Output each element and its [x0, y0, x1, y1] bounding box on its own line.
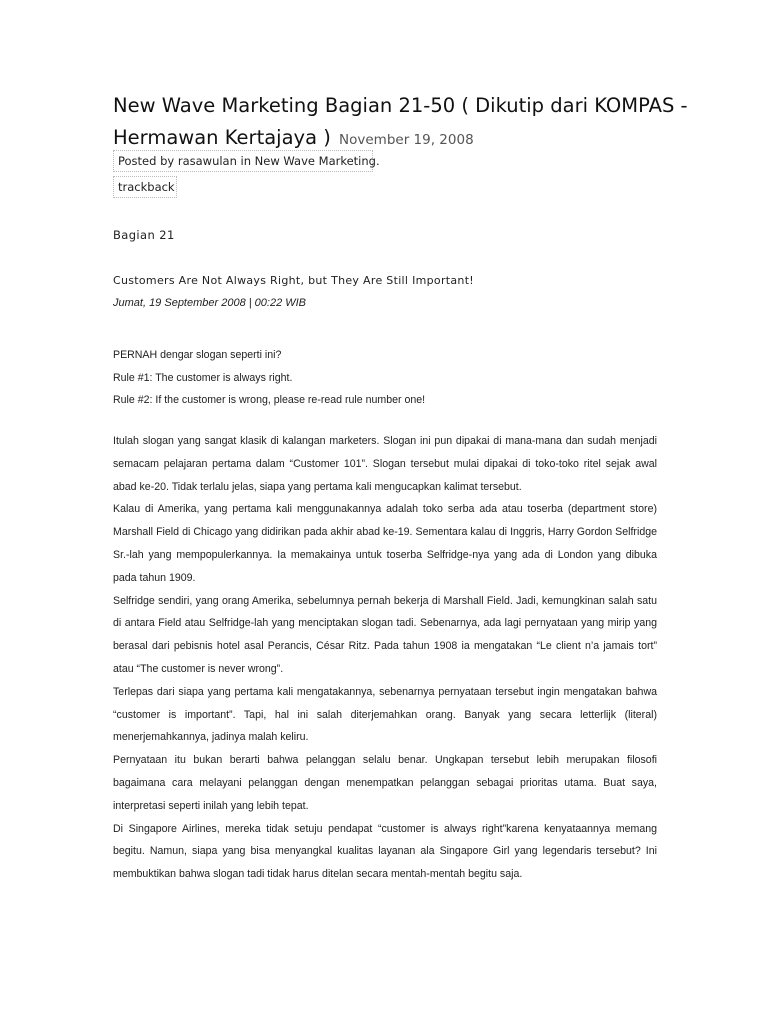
trackback-link[interactable]: trackback	[113, 176, 177, 198]
posted-by-meta: Posted by rasawulan in New Wave Marketing.	[113, 150, 373, 172]
body-paragraph: Selfridge sendiri, yang orang Amerika, sebelumnya pernah bekerja di Marshall Field. Jadi, kemungkinan salah satu di antara Field atau Selfridge-lah yang menciptakan slogan tadi. Sebenarnya, ada lagi pernyataan yang mirip yang berasal dari pebisnis hotel asal Perancis, César Ritz. Pada tahun 1908 ia mengatakan “Le client n’a jamais tort” atau “The customer is never wrong”.	[113, 594, 657, 675]
intro-line: Rule #2: If the customer is wrong, please re-read rule number one!	[113, 394, 426, 406]
post-date: November 19, 2008	[339, 132, 474, 148]
post-title-line-1: New Wave Marketing Bagian 21-50 ( Dikutip dari KOMPAS -	[113, 94, 688, 117]
body-paragraph: Terlepas dari siapa yang pertama kali mengatakannya, sebenarnya pernyataan tersebut ingin mengatakan bahwa “customer is important”. Tapi, hal ini salah diterjemahkan orang. Banyak yang secara letterlijk (literal) menerjemahkannya, jadinya malah keliru.	[113, 685, 657, 744]
post-title-line-2-text: Hermawan Kertajaya )	[113, 126, 331, 149]
section-heading: Bagian 21	[113, 228, 175, 242]
intro-line: Rule #1: The customer is always right.	[113, 371, 293, 384]
intro-block	[113, 344, 657, 412]
intro-line: PERNAH dengar slogan seperti ini?	[113, 349, 282, 361]
body-paragraph: Pernyataan itu bukan berarti bahwa pelanggan selalu benar. Ungkapan tersebut lebih merupakan filosofi bagaimana cara melayani pelanggan dengan menempatkan pelanggan sebagai prioritas utama. Buat saya, interpretasi seperti inilah yang lebih tepat.	[113, 754, 657, 812]
article-dateline: Jumat, 19 September 2008 | 00:22 WIB	[113, 297, 307, 309]
body-paragraph: Di Singapore Airlines, mereka tidak setuju pendapat “customer is always right”karena kenyataannya memang begitu. Namun, siapa yang bisa menyangkal kualitas layanan ala Singapore Girl yang legendaris tersebut? Ini membuktikan bahwa slogan tadi tidak harus ditelan secara mentah-mentah begitu saja.	[113, 822, 657, 881]
body-paragraph: Itulah slogan yang sangat klasik di kalangan marketers. Slogan ini pun dipakai di mana-mana dan sudah menjadi semacam pelajaran pertama dalam “Customer 101”. Slogan tersebut mulai dipakai di toko-toko ritel sejak awal abad ke-20. Tidak terlalu jelas, siapa yang pertama kali mengucapkan kalimat tersebut.	[113, 435, 657, 493]
article-subtitle: Customers Are Not Always Right, but They Are Still Important!	[113, 274, 475, 287]
post-title	[113, 90, 688, 156]
body-paragraph: Kalau di Amerika, yang pertama kali menggunakannya adalah toko serba ada atau toserba (department store) Marshall Field di Chicago yang didirikan pada akhir abad ke-19. Sementara kalau di Inggris, Harry Gordon Selfridge Sr.-lah yang mempopulerkannya. Ia memakainya untuk toserba Selfridge-nya yang ada di London yang dibuka pada tahun 1909.	[113, 503, 657, 584]
article-body	[113, 430, 657, 886]
